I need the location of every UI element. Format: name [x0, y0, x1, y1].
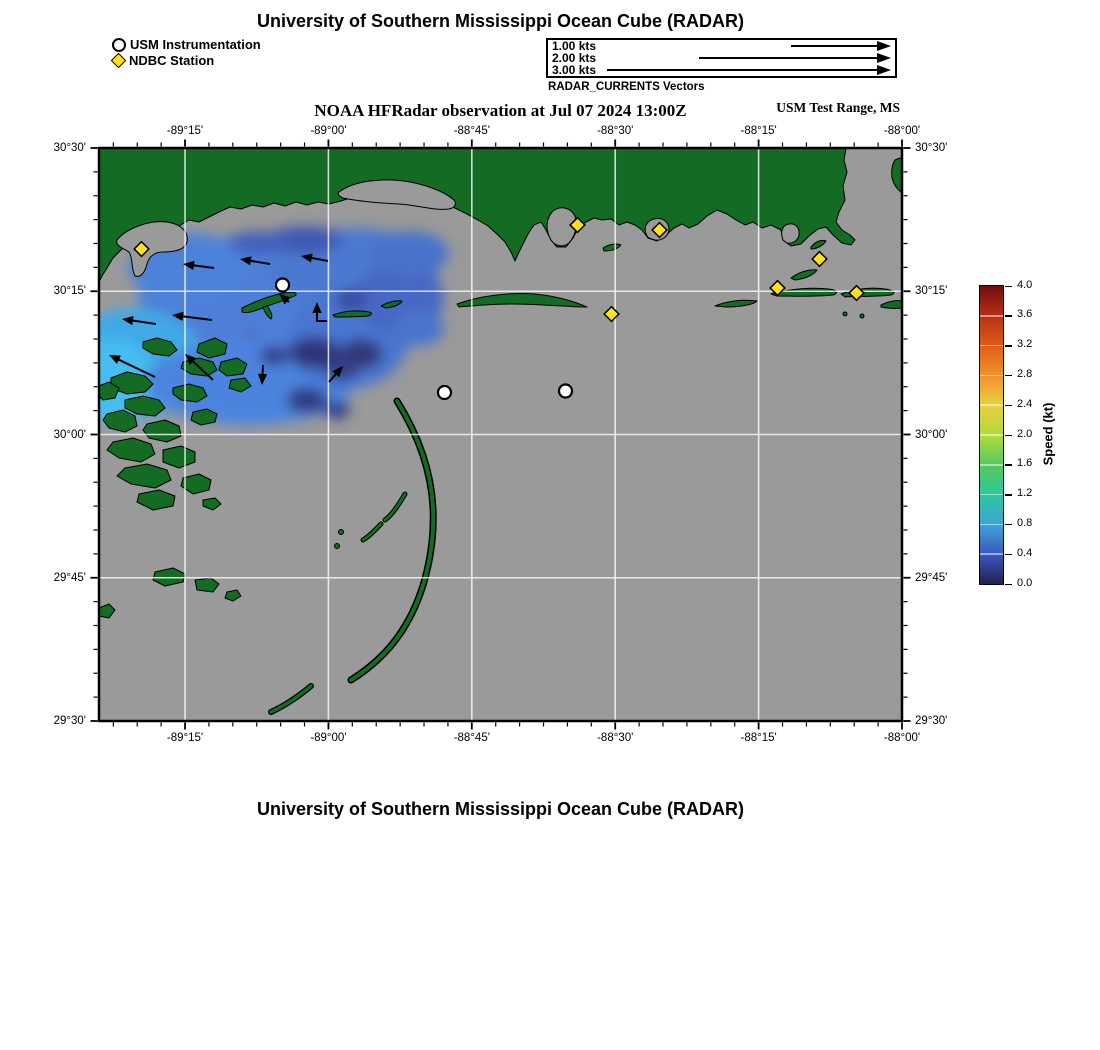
vector-scale-arrow-line: [607, 69, 881, 71]
footer-title: University of Southern Mississippi Ocean Cube (RADAR): [256, 799, 745, 819]
colorbar-tick: [1005, 375, 1012, 377]
x-axis-tick-label-top: -88°00': [883, 125, 921, 137]
page-title: University of Southern Mississippi Ocean Cube (RADAR): [256, 11, 745, 31]
colorbar-tick: [1005, 524, 1012, 526]
colorbar-tick-label: 1.6: [1017, 457, 1033, 470]
colorbar-tick: [1005, 494, 1012, 496]
vector-scale-caption: RADAR_CURRENTS Vectors: [548, 81, 705, 93]
legend-row-ndbc: [112, 53, 261, 68]
usm-station-marker: [276, 279, 289, 292]
y-axis-tick-label-right: 30°30': [915, 142, 948, 154]
region-label: USM Test Range, MS: [776, 100, 900, 115]
colorbar-innerline: [980, 494, 1003, 496]
y-axis-tick-label-left: 29°30': [53, 715, 86, 727]
x-axis-tick-label-bottom: -88°30': [597, 732, 634, 744]
colorbar-innerline: [980, 434, 1003, 436]
map-svg: [99, 148, 902, 721]
legend-label-ndbc: NDBC Station: [129, 53, 215, 68]
y-axis-tick-label-left: 29°45': [53, 571, 86, 584]
ndbc-diamond-icon: [111, 53, 127, 69]
x-axis-tick-label-bottom: -88°15': [740, 732, 777, 744]
y-axis-tick-label-left: 30°00': [53, 428, 86, 441]
usm-circle-icon: [112, 38, 126, 52]
vector-scale-arrowhead-icon: [877, 41, 891, 51]
map-legend: [112, 37, 261, 69]
colorbar-tick: [1005, 435, 1012, 437]
vector-scale-arrowhead-icon: [877, 65, 891, 75]
colorbar-tick-label: 0.0: [1017, 576, 1033, 589]
y-axis-tick-label-left: 30°30': [53, 142, 86, 154]
colorbar-tick-label: 0.4: [1017, 546, 1033, 559]
legend-label-usm: USM Instrumentation: [130, 37, 261, 52]
colorbar-innerline: [980, 553, 1003, 555]
vector-scale-row-label: 3.00 kts: [552, 62, 597, 77]
colorbar-tick: [1005, 286, 1012, 288]
colorbar-tick-label: 2.0: [1017, 427, 1033, 440]
x-axis-tick-label-top: -89°15': [166, 125, 204, 137]
colorbar-tick: [1005, 345, 1012, 347]
y-axis-tick-label-right: 30°00': [915, 428, 948, 441]
colorbar-tick-label: 2.4: [1017, 397, 1033, 410]
colorbar-tick-label: 0.8: [1017, 516, 1033, 529]
colorbar-innerline: [980, 464, 1003, 466]
map-plot-area: [53, 125, 948, 744]
vector-scale-box: [546, 38, 897, 78]
vector-scale-arrow-line: [699, 57, 881, 59]
y-axis-tick-label-right: 29°45': [915, 571, 948, 584]
colorbar-tick-label: 2.8: [1017, 367, 1033, 380]
colorbar-tick-label: 3.6: [1017, 308, 1033, 321]
colorbar-title: Speed (kt): [1040, 402, 1056, 466]
colorbar-innerline: [980, 524, 1003, 526]
vector-scale-row-label: 1.00 kts: [552, 38, 597, 53]
colorbar-innerline: [980, 315, 1003, 317]
colorbar-tick-label: 1.2: [1017, 487, 1033, 500]
observation-subtitle: NOAA HFRadar observation at Jul 07 2024 13:00Z: [314, 101, 687, 120]
colorbar-tick: [1005, 554, 1012, 556]
usm-station-marker: [438, 386, 451, 399]
colorbar-tick-label: 4.0: [1017, 278, 1033, 291]
legend-row-usm: [112, 37, 261, 52]
y-axis-tick-label-left: 30°15': [53, 285, 86, 298]
y-axis-tick-label-right: 30°15': [915, 285, 948, 298]
usm-station-marker: [559, 385, 572, 398]
colorbar-tick: [1005, 464, 1012, 466]
x-axis-tick-label-top: -88°45': [453, 125, 490, 137]
vector-scale-row-label: 2.00 kts: [552, 50, 597, 65]
vector-scale-arrow-line: [791, 45, 881, 47]
colorbar-innerline: [980, 375, 1003, 377]
x-axis-tick-label-top: -89°00': [310, 125, 347, 137]
colorbar-innerline: [980, 345, 1003, 347]
x-axis-tick-label-top: -88°15': [740, 125, 777, 137]
colorbar-tick: [1005, 315, 1012, 317]
colorbar-innerline: [980, 404, 1003, 406]
colorbar-tick: [1005, 584, 1012, 586]
x-axis-tick-label-bottom: -89°00': [310, 732, 347, 744]
x-axis-tick-label-bottom: -88°45': [453, 732, 490, 744]
vector-scale-arrowhead-icon: [877, 53, 891, 63]
y-axis-tick-label-right: 29°30': [915, 715, 948, 727]
x-axis-tick-label-bottom: -89°15': [166, 732, 204, 744]
colorbar-tick-label: 3.2: [1017, 338, 1033, 351]
colorbar-gradient: [979, 285, 1004, 585]
x-axis-tick-label-bottom: -88°00': [883, 732, 921, 744]
pascagoula-bay: [782, 224, 800, 243]
x-axis-tick-label-top: -88°30': [597, 125, 634, 137]
colorbar-tick: [1005, 405, 1012, 407]
